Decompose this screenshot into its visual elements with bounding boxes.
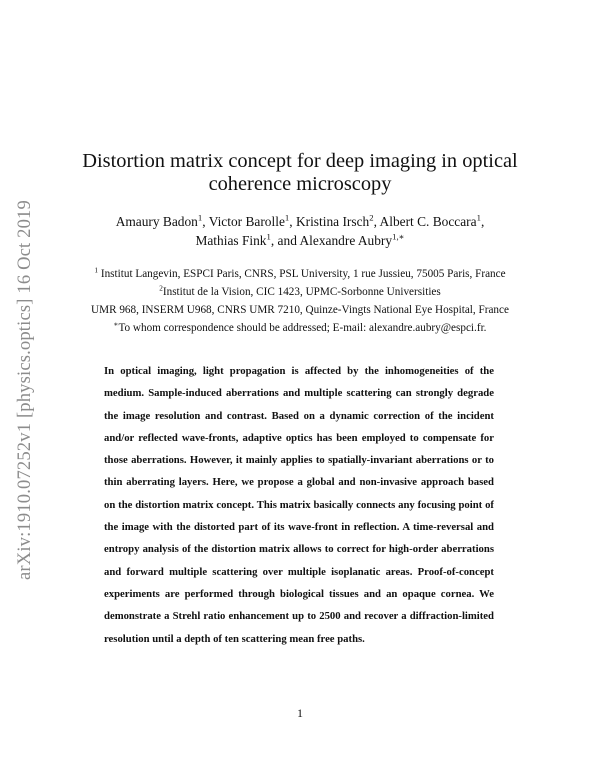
author-separator: , and [270,233,300,248]
author-separator: , [480,214,485,229]
author-affil-mark: 1 [476,212,481,223]
author-name: Amaury Badon [115,214,198,229]
author-name: Albert C. Boccara [379,214,477,229]
author-affil-mark: 1 [197,212,203,223]
affiliation-text: Institut de la Vision, CIC 1423, UPMC-Sorbonne Universities [162,286,441,298]
author-name: Mathias Fink [195,233,267,248]
affiliation-2-continued: UMR 968, INSERM U968, CNRS UMR 7210, Quinze-Vingts National Eye Hospital, France [91,304,509,316]
affiliation-mark: 2 [159,284,163,293]
correspondence-mark: ∗ [113,320,119,329]
author-separator: , [289,214,296,229]
affiliation-2 [50,283,550,301]
title-line-1: Distortion matrix concept for deep imaging in optical [82,150,518,172]
affiliations [50,265,550,337]
author-name: Alexandre Aubry [299,233,393,248]
page-number: 1 [297,706,303,720]
author-name: Victor Barolle [208,214,285,229]
author-affil-mark: 2 [369,212,374,223]
affiliation-1 [50,265,550,283]
correspondence-text: To whom correspondence should be addressed; E-mail: alexandre.aubry@espci.fr. [118,322,487,334]
author-affil-mark: 1,∗ [392,231,405,242]
abstract: In optical imaging, light propagation is affected by the inhomogeneities of the medium. Sample-induced aberrations and multiple scattering can strongly degrade the image resolution and contrast. Based on a dynamic correction of the incident and/or reflected wave-fronts, adaptive optics has been employed to compensate for those aberrations. However, it mainly applies to spatially-invariant aberrations or to thin aberrating layers. Here, we propose a global and non-invasive approach based on the distortion matrix concept. This matrix basically connects any focusing point of the image with the distorted part of its wave-front in reflection. A time-reversal and entropy analysis of the distortion matrix allows to correct for high-order aberrations and forward multiple scattering over multiple isoplanatic areas. Proof-of-concept experiments are performed through biological tissues and an opaque cornea. We demonstrate a Strehl ratio enhancement up to 2500 and recover a diffraction-limited resolution until a depth of ten scattering mean free paths. [104,365,494,645]
paper-title [60,150,540,196]
affiliation-text: Institut Langevin, ESPCI Paris, CNRS, PSL University, 1 rue Jussieu, 75005 Paris, France [98,268,506,280]
author-affil-mark: 1 [266,231,271,242]
author-affil-mark: 1 [284,212,290,223]
arxiv-identifier: arXiv:1910.07252v1 [physics.optics] 16 Oct 2019 [14,200,35,580]
arxiv-sidebar [14,190,36,590]
author-name: Kristina Irsch [295,214,370,229]
author-separator: , [373,214,380,229]
correspondence-note [50,319,550,337]
author-list [60,212,540,250]
affiliation-mark: 1 [94,266,99,275]
title-line-2: coherence microscopy [208,173,392,195]
author-separator: , [202,214,209,229]
